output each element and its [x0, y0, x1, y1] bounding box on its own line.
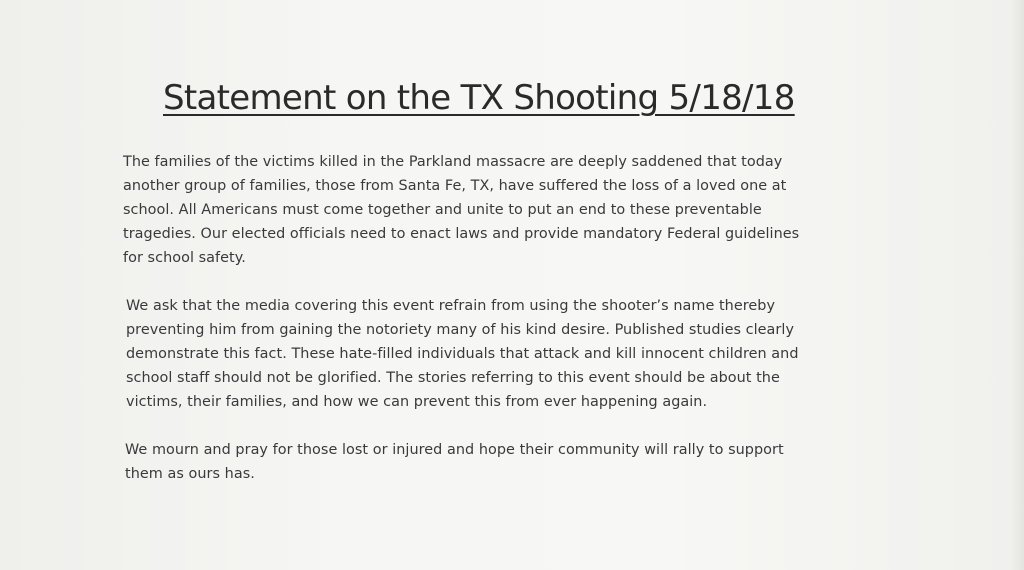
statement-title: Statement on the TX Shooting 5/18/18	[163, 78, 795, 118]
paragraph-media-request: We ask that the media covering this event refrain from using the shooter’s name thereby preventing him from gaining the notoriety many of his kind desire. Published studies clearly demonstrate this fact. These hate-filled individuals that attack and kill innocent children and school staff should not be glorified. The stories referring to this event should be about the victims, their families, and how we can prevent this from ever happening again.	[126, 298, 799, 410]
paragraph-families-saddened: The families of the victims killed in the Parkland massacre are deeply saddened that today another group of families, those from Santa Fe, TX, have suffered the loss of a loved one at school. All Americans must come together and unite to put an end to these preventable tragedies. Our elected officials need to enact laws and provide mandatory Federal guidelines for school safety.	[123, 154, 800, 266]
paper-edge-shadow	[1010, 0, 1024, 570]
statement-body	[123, 150, 903, 486]
paragraph-mourn-and-pray: We mourn and pray for those lost or injured and hope their community will rally to support them as ours has.	[125, 442, 784, 482]
